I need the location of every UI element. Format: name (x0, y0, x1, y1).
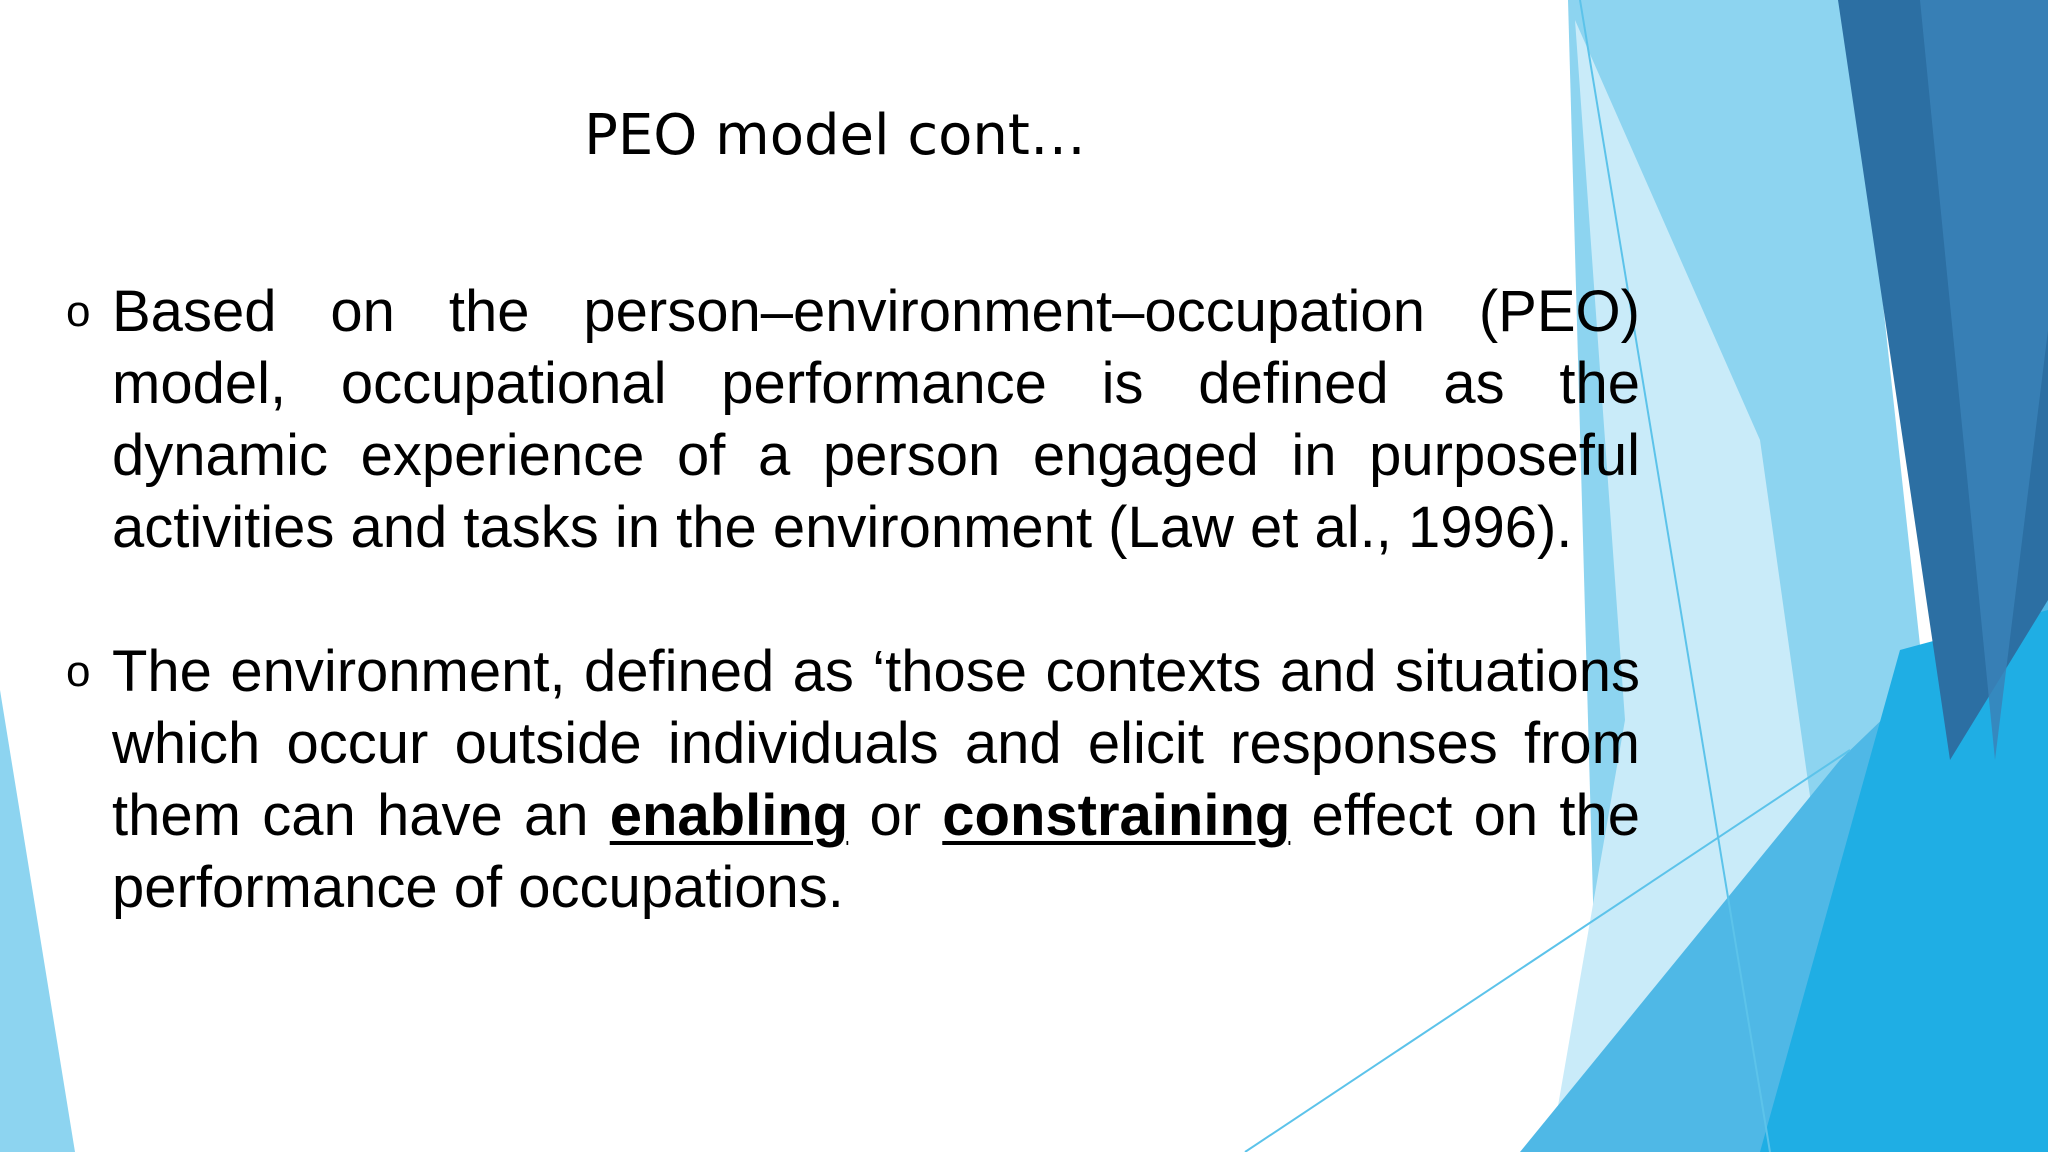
bullet-list (60, 276, 1640, 996)
bullet-text-2-start: The environment, defined as ‘those contexts and situations which occur outside individuals and elicit responses from them can have an (112, 639, 1640, 848)
bullet-text-2-middle: or (848, 783, 943, 848)
emphasis-constraining: constraining (942, 783, 1291, 848)
page-title: PEO model cont… (584, 103, 1086, 168)
bullet-text-2-end: effect on the performance of occupations. (112, 783, 1641, 920)
bullet-item-2 (60, 636, 1640, 924)
bullet-item-1 (60, 276, 1640, 564)
bullet-text-1: Based on the person–environment–occupation (PEO) model, occupational performance is defined as the dynamic experience of a person engaged in purposeful activities and tasks in the environment (Law et al., 1996). (112, 279, 1640, 560)
emphasis-enabling: enabling (609, 783, 849, 848)
bullet-marker: o (66, 287, 91, 336)
bullet-marker: o (66, 647, 91, 696)
